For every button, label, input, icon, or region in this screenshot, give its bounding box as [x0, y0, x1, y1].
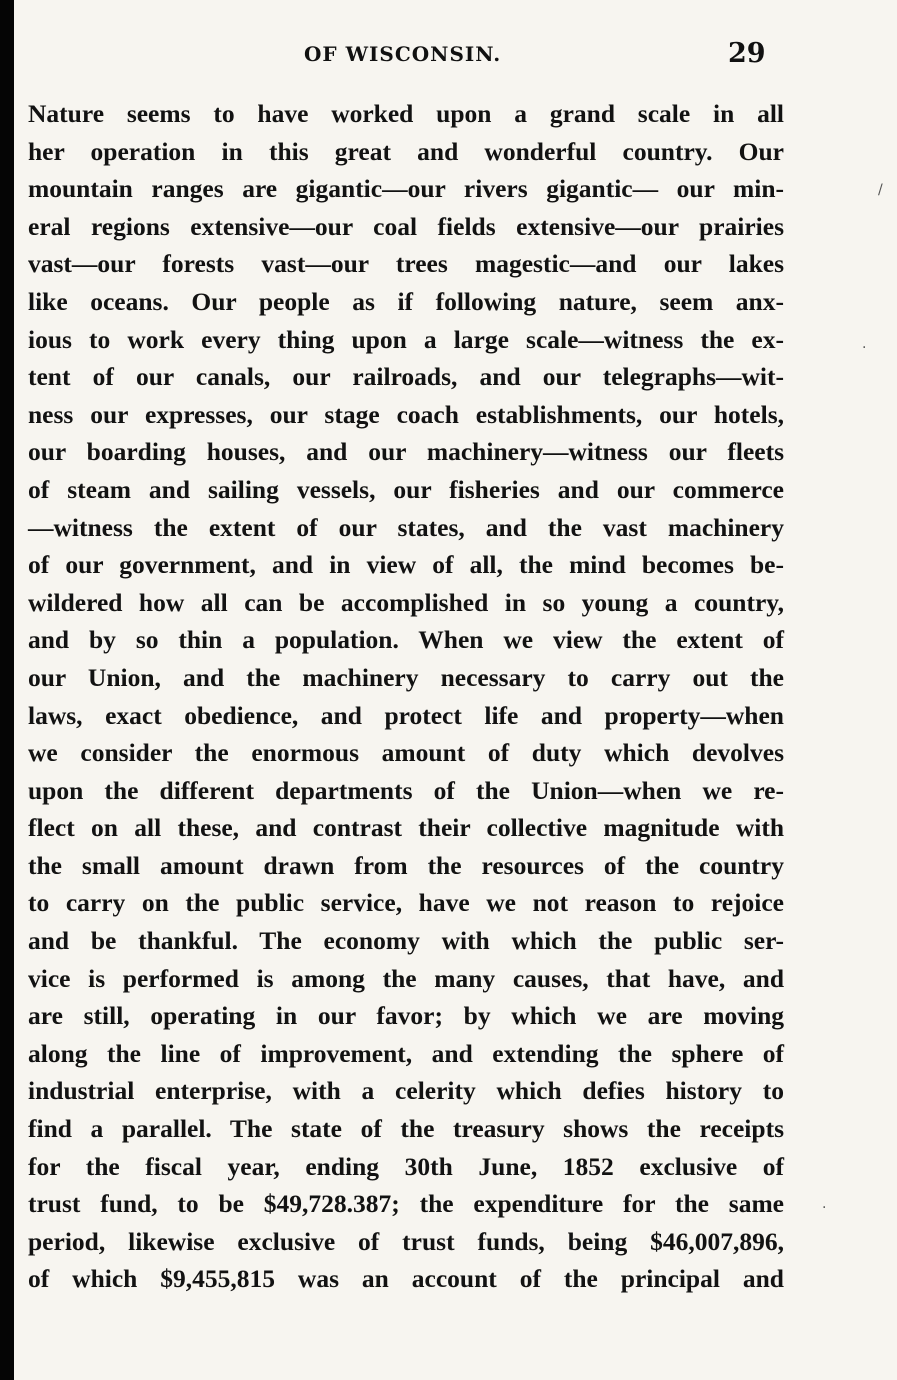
text-line: find a parallel. The state of the treasury shows the receipts — [28, 1114, 784, 1144]
text-line: for the fiscal year, ending 30th June, 1852 exclusive of — [28, 1151, 784, 1181]
margin-mark: · — [822, 1200, 827, 1216]
text-line: along the line of improvement, and extending the sphere of — [28, 1038, 784, 1068]
text-line: our Union, and the machinery necessary to carry out the — [28, 662, 784, 692]
text-line: her operation in this great and wonderful country. Our — [28, 136, 784, 166]
text-line: are still, operating in our favor; by which we are moving — [28, 1001, 784, 1031]
scan-border — [0, 0, 14, 1380]
text-line: industrial enterprise, with a celerity which defies history to — [28, 1076, 784, 1106]
text-line: to carry on the public service, have we not reason to rejoice — [28, 888, 784, 918]
text-line: and be thankful. The economy with which the public ser- — [28, 926, 784, 956]
text-line: Nature seems to have worked upon a grand scale in all — [28, 99, 784, 128]
text-line: of which $9,455,815 was an account of the principal and — [28, 1264, 784, 1294]
text-line: period, likewise exclusive of trust funds, being $46,007,896, — [28, 1226, 784, 1256]
text-line: wildered how all can be accomplished in so young a country, — [28, 587, 784, 617]
book-page — [14, 0, 897, 1380]
text-line: the small amount drawn from the resources of the country — [28, 850, 784, 880]
page-number: 29 — [728, 38, 766, 69]
text-line: and by so thin a population. When we view the extent of — [28, 625, 784, 655]
text-line: ious to work every thing upon a large scale—witness the ex- — [28, 324, 784, 354]
text-line: our boarding houses, and our machinery—witness our fleets — [28, 437, 784, 467]
text-line: of steam and sailing vessels, our fisheries and our commerce — [28, 474, 784, 504]
text-line: mountain ranges are gigantic—our rivers gigantic— our min- — [28, 174, 784, 204]
text-line: tent of our canals, our railroads, and our telegraphs—wit- — [28, 362, 784, 392]
text-line: eral regions extensive—our coal fields extensive—our prairies — [28, 211, 784, 241]
text-line: ness our expresses, our stage coach establishments, our hotels, — [28, 399, 784, 429]
text-line: vast—our forests vast—our trees magestic—and our lakes — [28, 249, 784, 279]
text-line: we consider the enormous amount of duty which devolves — [28, 738, 784, 768]
running-head — [14, 36, 897, 76]
body-text — [28, 95, 784, 1298]
text-line: vice is performed is among the many causes, that have, and — [28, 963, 784, 993]
text-line: flect on all these, and contrast their collective magnitude with — [28, 813, 784, 843]
text-line: —witness the extent of our states, and the vast machinery — [28, 512, 784, 542]
running-title: OF WISCONSIN. — [304, 42, 502, 66]
margin-mark: · — [862, 340, 867, 356]
text-line: of our government, and in view of all, the mind becomes be- — [28, 550, 784, 580]
text-line: trust fund, to be $49,728.387; the expenditure for the same — [28, 1189, 784, 1219]
text-line: laws, exact obedience, and protect life and property—when — [28, 700, 784, 730]
text-line: like oceans. Our people as if following nature, seem anx- — [28, 286, 784, 316]
margin-mark: / — [878, 182, 883, 198]
text-line: upon the different departments of the Union—when we re- — [28, 775, 784, 805]
